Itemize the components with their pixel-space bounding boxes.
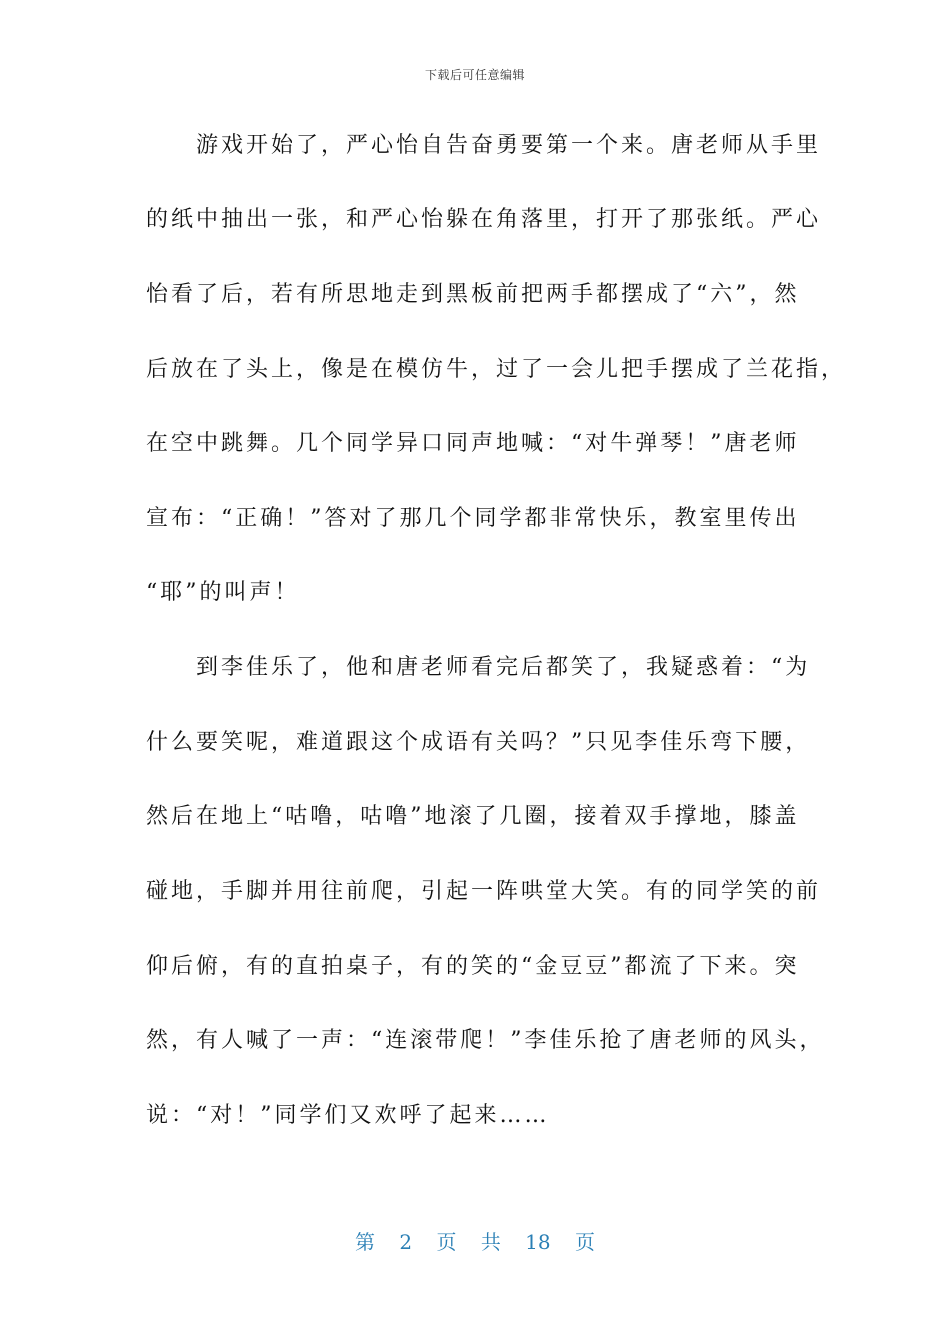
paragraph-line: 碰地，手脚并用往前爬，引起一阵哄堂大笑。有的同学笑的前 <box>146 879 822 904</box>
paragraph-line: 仰后俯，有的直拍桌子，有的笑的“金豆豆”都流了下来。突 <box>146 954 800 979</box>
footer-label-prefix: 第 <box>355 1230 375 1254</box>
paragraph-line: 然，有人喊了一声：“连滚带爬！”李佳乐抢了唐老师的风头， <box>146 1028 825 1053</box>
paragraph-line: 到李佳乐了，他和唐老师看完后都笑了，我疑惑着：“为 <box>146 655 811 680</box>
paragraph-line: 怡看了后，若有所思地走到黑板前把两手都摆成了“六”，然 <box>146 282 800 307</box>
footer-label-page-end: 页 <box>574 1230 595 1254</box>
paragraph-line: 然后在地上“咕噜，咕噜”地滚了几圈，接着双手撑地，膝盖 <box>146 804 800 829</box>
footer-label-total-prefix: 共 <box>480 1230 501 1254</box>
paragraph-line: 的纸中抽出一张，和严心怡躲在角落里，打开了那张纸。严心 <box>146 207 822 232</box>
paragraph-line: 后放在了头上，像是在模仿牛，过了一会儿把手摆成了兰花指， <box>146 357 847 382</box>
footer-page-total: 18 <box>525 1230 551 1254</box>
paragraph-line: 什么要笑呢，难道跟这个成语有关吗？”只见李佳乐弯下腰， <box>146 730 811 755</box>
page-header: 下载后可任意编辑 <box>424 68 525 82</box>
paragraph-line: 宣布：“正确！”答对了那几个同学都非常快乐，教室里传出 <box>146 506 800 531</box>
footer-page-current: 2 <box>399 1230 413 1254</box>
paragraph-line: 游戏开始了，严心怡自告奋勇要第一个来。唐老师从手里 <box>146 133 822 158</box>
paragraph-line: 在空中跳舞。几个同学异口同声地喊：“对牛弹琴！”唐老师 <box>146 431 800 456</box>
paragraph-line: 说：“对！”同学们又欢呼了起来…… <box>146 1103 550 1128</box>
page-number-footer <box>0 1226 950 1255</box>
paragraph-line: “耶”的叫声！ <box>146 580 300 605</box>
footer-label-page: 页 <box>436 1230 457 1254</box>
